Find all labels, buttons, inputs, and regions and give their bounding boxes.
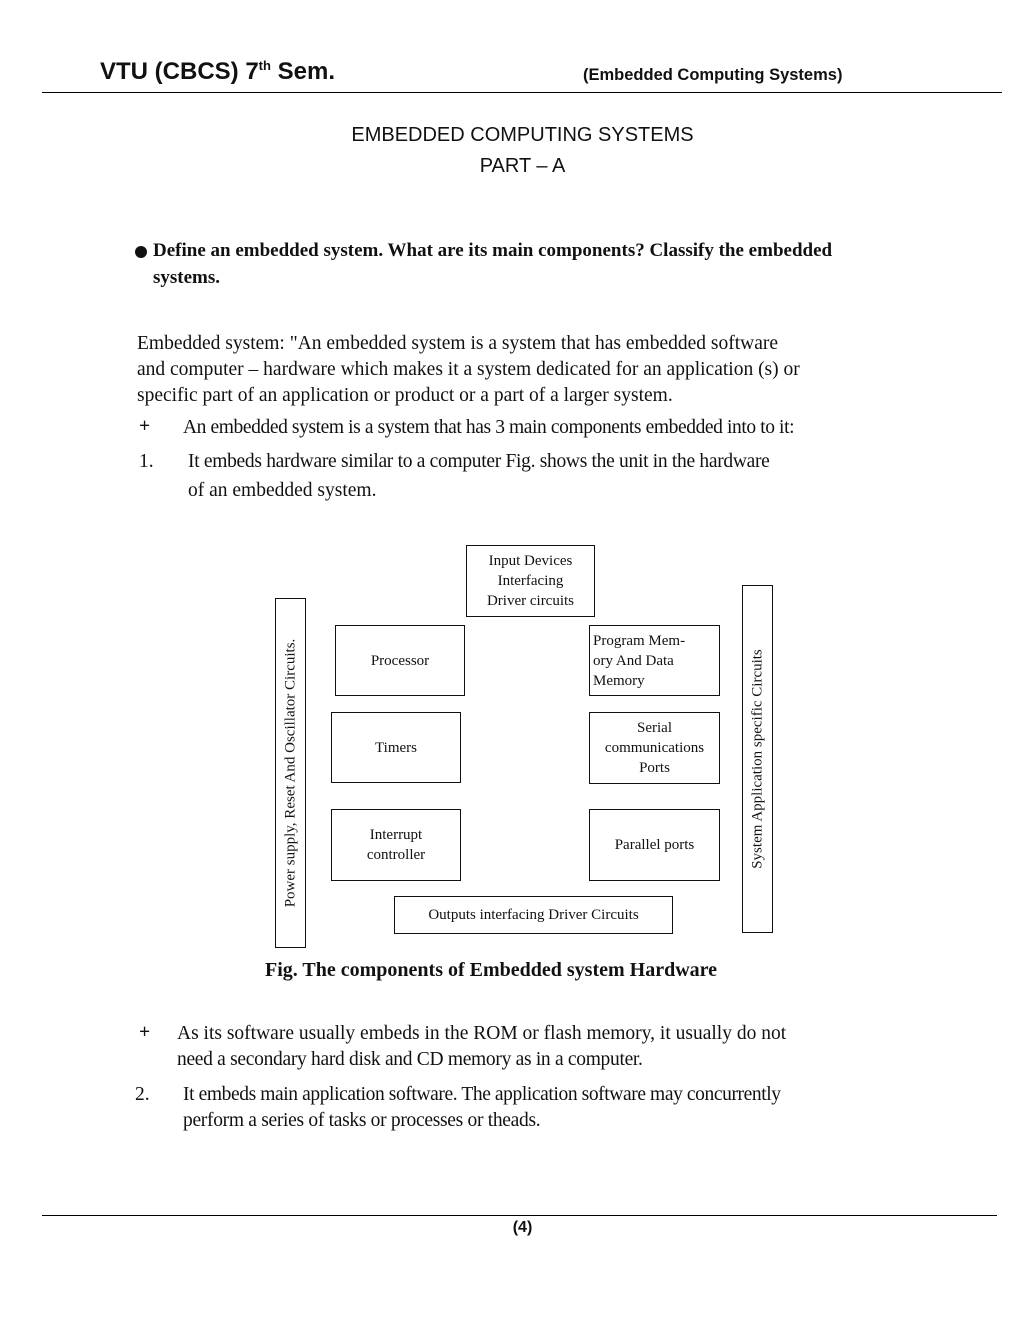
page-subtitle: PART – A — [479, 155, 566, 177]
header-left-title — [100, 58, 335, 86]
header-sup: th — [258, 58, 271, 73]
timers-box: Timers — [331, 712, 461, 783]
processor-box: Processor — [335, 625, 465, 696]
list-item: of an embedded system. — [188, 480, 377, 501]
bullet-icon — [135, 246, 147, 258]
list-marker: 2. — [135, 1084, 150, 1105]
plus-marker: + — [139, 1022, 151, 1043]
header-rule — [42, 92, 1002, 93]
system-application-label: System Application specific Circuits — [749, 649, 765, 869]
program-memory-box: Program Mem- ory And Data Memory — [589, 625, 720, 696]
list-item: perform a series of tasks or processes or theads. — [183, 1110, 541, 1131]
page-title: EMBEDDED COMPUTING SYSTEMS — [351, 124, 694, 146]
input-devices-box: Input Devices Interfacing Driver circuits — [466, 545, 595, 617]
header-sem: Sem. — [270, 58, 335, 85]
list-marker: 1. — [139, 451, 154, 472]
question-line: Define an embedded system. What are its main components? Classify the embedded — [153, 240, 833, 261]
paragraph-line: and computer – hardware which makes it a system dedicated for an application (s) or — [137, 359, 800, 380]
paragraph-line: specific part of an application or product or a part of a larger system. — [137, 385, 673, 406]
question-line: systems. — [153, 267, 221, 288]
power-supply-box — [275, 598, 306, 948]
figure-caption: Fig. The components of Embedded system Hardware — [265, 959, 718, 981]
list-item: An embedded system is a system that has 3 main components embedded into to it: — [183, 417, 795, 438]
power-supply-label: Power supply, Reset And Oscillator Circuits. — [282, 638, 298, 908]
plus-marker: + — [139, 416, 151, 437]
parallel-ports-box: Parallel ports — [589, 809, 720, 881]
outputs-box: Outputs interfacing Driver Circuits — [394, 896, 673, 934]
system-application-box — [742, 585, 773, 933]
list-item: It embeds hardware similar to a computer Fig. shows the unit in the hardware — [188, 451, 770, 472]
header-right-title: (Embedded Computing Systems) — [583, 66, 843, 84]
list-item: It embeds main application software. The application software may concurrently — [183, 1084, 781, 1105]
page-number: (4) — [512, 1219, 533, 1236]
serial-ports-box: Serial communications Ports — [589, 712, 720, 784]
paragraph-line: Embedded system: "An embedded system is a system that has embedded software — [137, 333, 779, 354]
interrupt-controller-box: Interrupt controller — [331, 809, 461, 881]
header-course: VTU (CBCS) 7 — [100, 58, 259, 85]
list-item: need a secondary hard disk and CD memory as in a computer. — [177, 1049, 643, 1070]
footer-rule — [42, 1215, 997, 1216]
list-item: As its software usually embeds in the ROM or flash memory, it usually do not — [177, 1023, 787, 1044]
